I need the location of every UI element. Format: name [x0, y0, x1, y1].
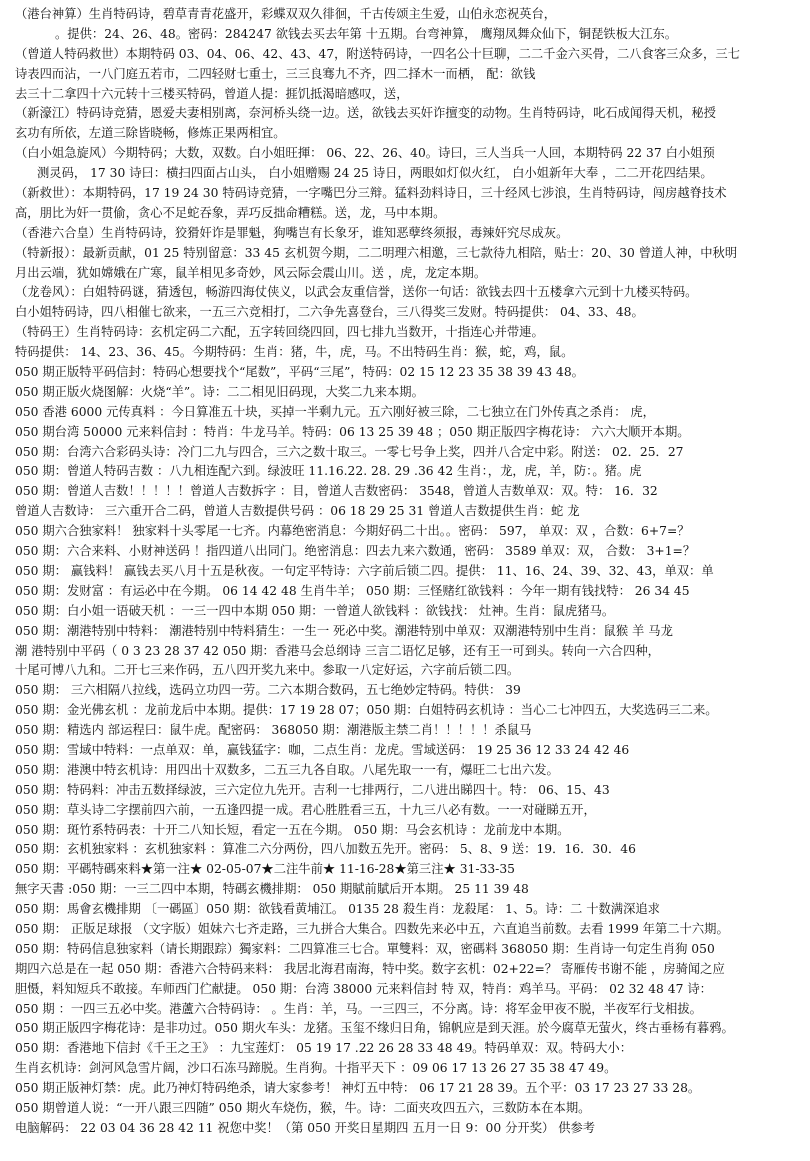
text-line: （白小姐急旋风）今期特码；大数，双数。白小姐旺揮： 06、22、26、40。诗曰，三人当兵一人回，本期特码 22 37 白小姐预 [15, 146, 715, 161]
text-line: 050 期：金光佛玄机 ：龙前龙后中本期。提供：17 19 28 07；050 期：白姐特码玄机诗 ：当心二七冲四五，大奖选码三二来。 [15, 703, 718, 718]
text-line: 特码提供： 14、23、36、45。今期特码：生肖：猪，牛，虎，马。不出特码生肖：猴，蛇，鸡，鼠。 [15, 345, 574, 360]
text-line: 050 期：玄机独家料 ：玄机独家料 ：算准二六分两份，四八加数五先开。密码： 5、8、9 送：19．16．30．46 [15, 842, 636, 857]
text-line: 050 期正版特平码信封：特码心想要找个“尾数”，平码“三尾”，特码：02 15 12 23 35 38 39 43 48。 [15, 365, 584, 380]
text-line: 高，朋比为奸一贯偷，贪心不足蛇吞象，弄巧反拙命糟糕。送，龙，马中本期。 [15, 205, 446, 220]
text-line: 050 期：平碼特碼來料★第一注★ 02-05-07★二注牛前★ 11-16-28★第三注★ 31-33-35 [15, 862, 515, 877]
text-line [15, 1139, 800, 1159]
text-line: 十尾可博八九和。二开七三来作码，五八四开奖九来中。参取一八定好运，六字前后锁二四。 [15, 663, 520, 678]
text-line: 050 期： 赢钱料！ 赢钱去买八月十五是秋夜。一句定平特诗：六字前后锁二四。提供： 11、16、24、39、32、43，单双：单 [15, 563, 714, 578]
text-line: 电脑解码： 22 03 04 36 28 42 11 祝您中奖！（第 050 开奖日星期四 五月一日 9：00 分开奖） 供参考 [15, 1120, 596, 1135]
text-line: 050 香港 6000 元传真料 ：今日算准五十块，买掉一半剩九元。五六刚好被三除，二七独立在门外传真之杀肖： 虎， [15, 404, 655, 419]
text-line: 050 期：白小姐一语破天机 ：一三一四中本期 050 期：一曾道人欲钱料 ：欲钱找： 灶神。生肖：鼠虎猪马。 [15, 603, 615, 618]
text-line: （曾道人特码救世）本期特码 03、04、06、42、43、47，附送特码诗，一四名公十巨聊，二二千金六买骨，二八食客三众多，三七 [15, 46, 740, 61]
text-line: 去三十二拿四十六元转十三楼买特码，曾道人提：捱饥抵渴暗感叹，送， [15, 86, 409, 101]
text-line: 期四六总是在一起 050 期：香港六合特码来料： 我居北海君南海，特中奖。数字玄机：02+22=？ 寄雁传书谢不能 ，房骑闻之应 [15, 961, 725, 976]
text-line: 050 期：曾道人特码吉数 ：八九相连配六到。绿波旺 11.16.22. 28. 29 .36 42 生肖：，龙，虎，羊，防：。猪。虎 [15, 464, 642, 479]
text-line: 050 期：精选内 部运程曰：鼠牛虎。配密码： 368050 期：潮港版主禁二肖！！！！！杀鼠马 [15, 723, 532, 738]
text-line: 050 期：香港地下信封《千王之王》 ：九宝莲灯： 05 19 17 .22 26 28 33 48 49。特码单双：双。特码大小： [15, 1041, 633, 1056]
text-line: （新濠江）特码诗竞猜，恩爱夫妻相别离，奈河桥头绕一边。送，欲钱去买奸诈擅变的动物。生肖特码诗，叱石成闻得天机，秘授 [15, 106, 716, 121]
text-line: 。提供：24、26、48。密码：284247 欲钱去买去年第 十五期。台弯神算， 鹰翔凤舞众仙下，铜琵铁板大江东。 [55, 26, 678, 41]
text-line: 诗表四而沾，一八门庭五若市，二四轻财七重士，三三良骞九不齐，四二择木一而栖， 配：欲钱 [15, 66, 536, 81]
text-line: 050 期： 正版足球报 （文字版）姐妹六七齐走路，三九拼合大集合。四数先来必中五，六直追当前数。去看 1999 年第二十六期。 [15, 921, 729, 936]
text-line: 050 期：六合来料、小财神送码 ！指四道八出同门。绝密消息：四去九来六数通，密码： 3589 单双：双， 合数： 3+1=？ [15, 544, 696, 559]
text-line: 050 期：特码信息独家料（请长期跟踪）獨家料：二四算准三七合。單雙料：双，密碼料 368050 期：生肖诗一句定生肖狗 050 [15, 941, 715, 956]
text-line: 050 期： 三六相隔八拉线，选码立功四一劳。二六本期合数码，五七绝妙定特码。特供： 39 [15, 683, 521, 698]
text-line: 050 期正版四字梅花诗：是非功过。050 期火车头：龙猪。玉玺不缘归日角，锦帆应是到天涯。於今腐草无萤火，终古垂杨有暮鸦。 [15, 1021, 734, 1036]
text-line: 050 期六合独家料！ 独家料十头零尾一七齐。内幕绝密消息：今期好码二十出。。密码： 597， 单双：双 ，合数：6+7=？ [15, 524, 690, 539]
text-line: 白小姐特码诗，四八相催七欲来，一五三六竞相打，二六争先喜登台，三八得奖三发财。特码提供： 04、33、48。 [15, 305, 644, 320]
text-line: 050 期：发财富 ：有运必中在今期。 06 14 42 48 生肖牛羊； 050 期：三怪赌红欲钱料 ：今年一期有钱找特： 26 34 45 [15, 583, 690, 598]
text-line: （香港六合皇）生肖特码诗，狡猾奸诈是罪魁，狗嘴岂有长象牙，谁知恶孽终须报，毒辣奸究尽成灰。 [15, 225, 569, 240]
text-line: 050 期：台湾六合彩码头诗：冷门二九与四合，三六之数十取三。一零七号争上奖，四并八合定中彩。附送： 02．25．27 [15, 444, 684, 459]
text-line: 潮 港特别中平码（ 0 3 23 28 37 42 050 期：香港马会总纲诗 三言二语忆足够，还有王一可到头。转向一六合四种， [15, 643, 660, 658]
text-line: 050 期：曾道人吉数！！！！！曾道人吉数拆字 ：目，曾道人吉数密码： 3548，曾道人吉数单双：双。特： 16．32 [15, 484, 658, 499]
text-line: （特码王）生肖特码诗：玄机定码二六配，五字转回绕四回，四七排九当数开，十指连心并带連。 [15, 325, 544, 340]
text-line: 生肖玄机诗：剑河风急雪片阔，沙口石冻马蹄脱。生肖狗。十指平天下 ：09 06 17 13 26 27 35 38 47 49。 [15, 1061, 617, 1076]
text-line: 月出云端，犹如嫦娥在广寒，鼠羊相见多奇妙，风云际会震山川。送 ，虎，龙定本期。 [15, 265, 487, 280]
text-line: 050 期曾道人说：“一开八跟三四随” 050 期火车烧伤，猴，牛。诗：二面夹攻四五六，三数防本在本期。 [15, 1100, 591, 1115]
text-line: 050 期：港澳中特玄机诗：用四出十双数多，二五三九各自取。八尾先取一一有，爆旺二七出六发。 [15, 762, 559, 777]
text-line: 曾道人吉数诗： 三六重开合二码，曾道人吉数提供号码 ：06 18 29 25 31 曾道人吉数提供生肖：蛇 龙 [15, 504, 580, 519]
text-line: 050 期台湾 50000 元来料信封 ：特肖：牛龙马羊。特码：06 13 25 39 48 ；050 期正版四字梅花诗： 六六大顺开本期。 [15, 424, 690, 439]
text-line: 050 期：特码料：冲击五数择绿波，三六定位九先开。吉利一七排两行，二八进出睇四十。特： 06、15、43 [15, 782, 610, 797]
text-line: （港台神算）生肖特码诗，碧草青青花盛开，彩蝶双双久徘徊，千古传颂主生爱，山伯永恋祝英台， [15, 7, 557, 21]
text-line: 050 期 ：一四三五必中奖。港蘆六合特码诗： 。生肖：羊，马。一三四三，不分离。诗：将军金甲夜不脱，半夜军行戈相拔。 [15, 1001, 702, 1016]
text-line: （新救世）：本期特码，17 19 24 30 特码诗竞猜，一字嘴巴分三辩。猛料劲料诗日，三十经风七涉浪，生肖特码诗，闯房越脊技术 [15, 186, 727, 201]
text-line: （特新报）：最新贡献，01 25 特别留意：33 45 玄机贺今期，二二明理六相邀，三七款待九相陪，贴士：20、30 曾道人神，中秋明 [15, 245, 738, 260]
text-line: 胆慑，料知短兵不敢接。车师西门伫献捷。 050 期：台湾 38000 元来料信封 特 双，特肖：鸡羊马。平码： 02 32 48 47 诗： [15, 981, 712, 996]
text-line: 050 期正版火烧图解：火烧“羊”。诗：二二相见旧码现，大奖二九来本期。 [15, 384, 424, 399]
text-line: 050 期：潮港特别中特料： 潮港特别中特料猜生：一生一 死必中奖。潮港特别中单双：双潮港特别中生肖：鼠猴 羊 马龙 [15, 623, 673, 638]
text-line: 050 期：草头诗二字摆前四六前，一五逢四提一成。君心胜胜看三五，十九三八必有数。一一对碰睇五开， [15, 802, 596, 817]
text-line: 测灵码， 17 30 诗曰：横扫四面占山头， 白小姐赠赐 24 25 诗日，两眼如灯似火红， 白小姐新年大奉 ，二二开花四结果。 [37, 166, 713, 181]
text-line: 無字天書 :050 期：一三二四中本期，特碼玄機排期： 050 期賦前賦后开本期。 25 11 39 48 [15, 882, 529, 897]
text-line: 050 期正版神灯禁：虎。此乃神灯特码绝杀，请大家参考！ 神灯五中特： 06 17 21 28 39。五个平：03 17 23 27 33 28。 [15, 1081, 701, 1096]
text-line: 050 期：斑竹系特码表：十开二八知长短，看定一五在今期。 050 期：马会玄机诗 ：龙前龙中本期。 [15, 822, 570, 837]
text-line: （龙卷风）：白姐特码谜，猜透包，畅游四海仗侠义，以武会友重信誉，送你一句话：欲钱去四十五楼拿六元到十九楼买特码。 [15, 285, 698, 300]
text-line: 050 期：馬會玄機排期 〔一碼區〕050 期：欲钱看黄埔江。 0135 28 殺生肖：龙殺尾： 1、5。诗：二 十数满深追求 [15, 902, 660, 917]
text-line: 050 期：雪域中特料：一点单双：单，赢钱猛字：咖，二点生肖：龙虎。雪域送码： 19 25 36 12 33 24 42 46 [15, 742, 630, 757]
text-line: 玄功有所依，左道三除皆晓畅，修炼正果两相宜。 [15, 126, 286, 141]
